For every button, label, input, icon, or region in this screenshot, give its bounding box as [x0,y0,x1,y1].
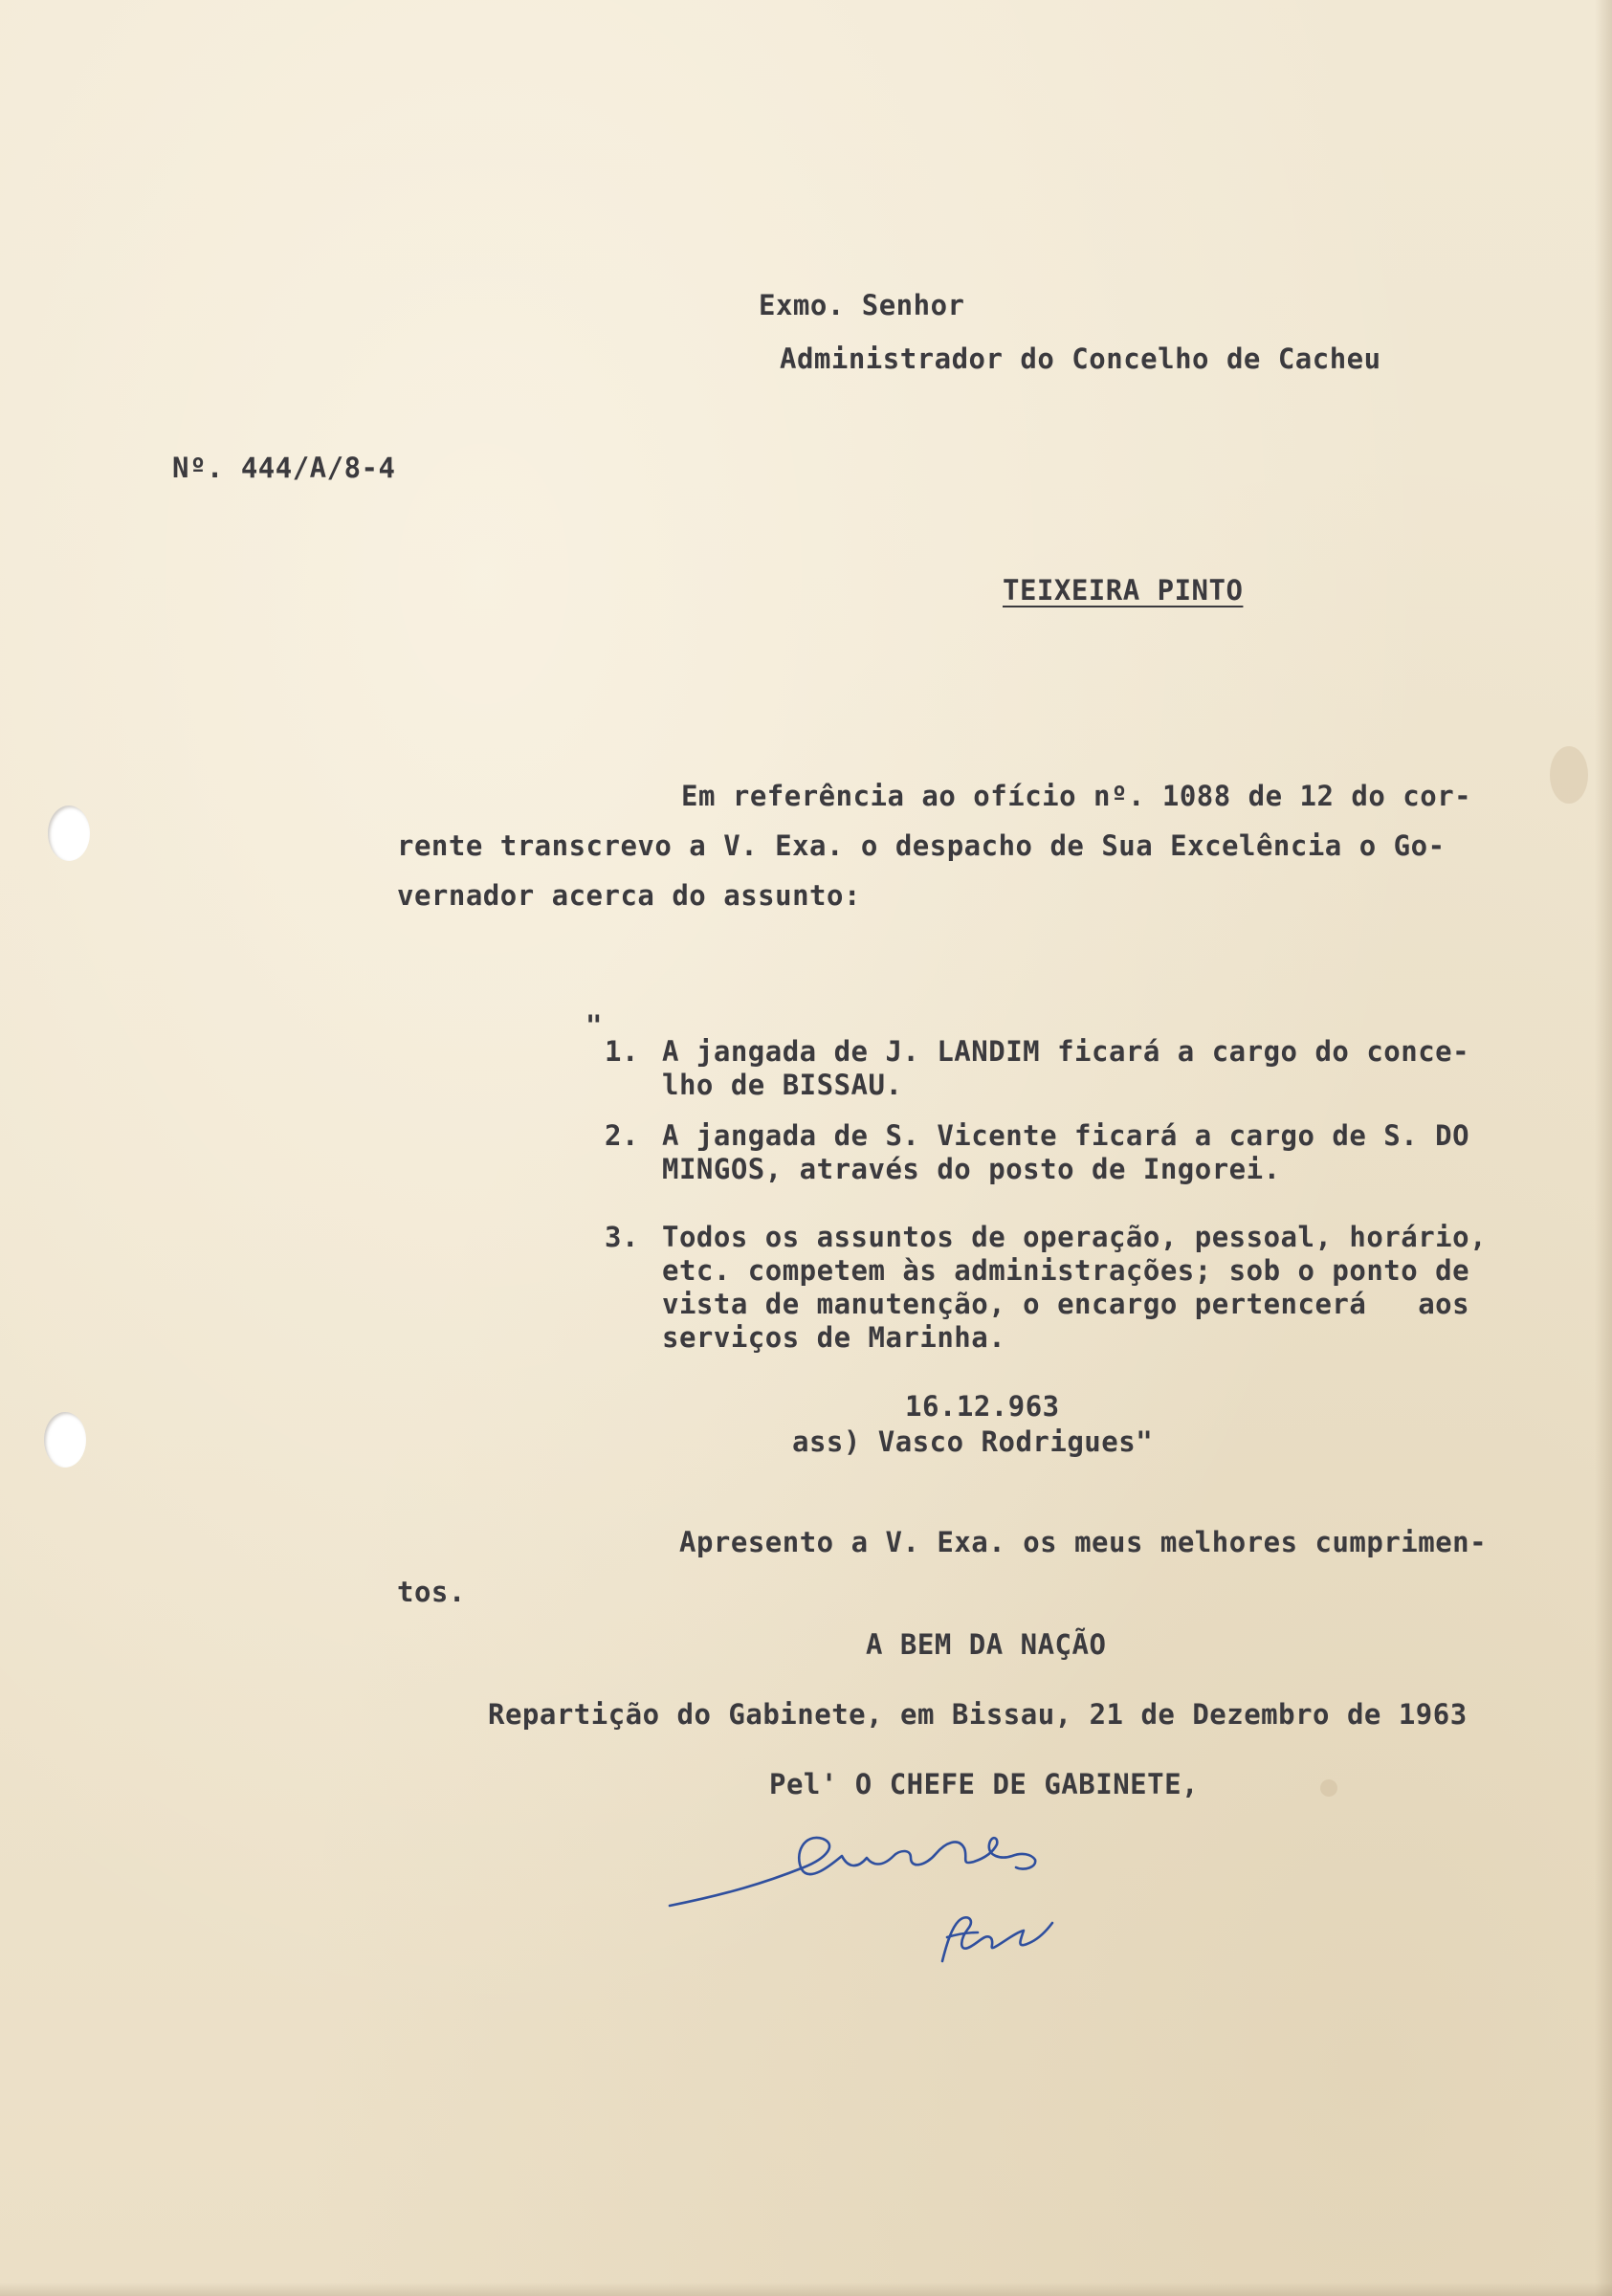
reference-number: Nº. 444/A/8-4 [172,452,396,484]
dispatch-item-line: vista de manutenção, o encargo pertencerá aos [662,1288,1470,1320]
closing-line-1: Apresento a V. Exa. os meus melhores cumprimen- [679,1526,1488,1558]
quote-open-mark: " [585,1009,603,1042]
addressee-salutation: Exmo. Senhor [759,289,965,321]
dispatch-item-line: Todos os assuntos de operação, pessoal, horário, [662,1221,1488,1253]
motto: A BEM DA NAÇÃO [866,1628,1107,1661]
paper-stain [1550,746,1588,804]
dispatch-signed-by: ass) Vasco Rodrigues" [792,1425,1154,1458]
dispatch-item-line: serviços de Marinha. [662,1321,1006,1354]
document-heading: TEIXEIRA PINTO [1003,574,1244,607]
handwritten-signature [660,1799,1196,1980]
place-and-date: Repartição do Gabinete, em Bissau, 21 de Dezembro de 1963 [488,1698,1468,1731]
dispatch-item-line: lho de BISSAU. [662,1069,903,1101]
closing-line-2: tos. [397,1576,466,1608]
addressee-title: Administrador do Concelho de Cacheu [780,342,1381,375]
punch-hole-lower [44,1412,86,1468]
signatory-title: Pel' O CHEFE DE GABINETE, [769,1768,1199,1800]
dispatch-item-line: etc. competem às administrações; sob o ponto de [662,1254,1470,1287]
intro-line-3: vernador acerca do assunto: [397,879,861,912]
page-bottom-shadow [0,2283,1612,2296]
paper-stain [1320,1779,1337,1797]
dispatch-item-line: A jangada de J. LANDIM ficará a cargo do conce- [662,1035,1470,1068]
punch-hole-upper [48,806,90,861]
dispatch-item-line: A jangada de S. Vicente ficará a cargo de S. DO [662,1119,1470,1152]
dispatch-item-number: 2. [605,1119,639,1152]
dispatch-item-number: 1. [605,1035,639,1068]
dispatch-date: 16.12.963 [905,1390,1060,1423]
intro-line-1: Em referência ao ofício nº. 1088 de 12 do cor- [681,780,1472,812]
page-edge-shadow [1595,0,1612,2296]
dispatch-item-line: MINGOS, através do posto de Ingorei. [662,1153,1281,1185]
dispatch-item-number: 3. [605,1221,639,1253]
intro-line-2: rente transcrevo a V. Exa. o despacho de Sua Excelência o Go- [397,829,1446,862]
